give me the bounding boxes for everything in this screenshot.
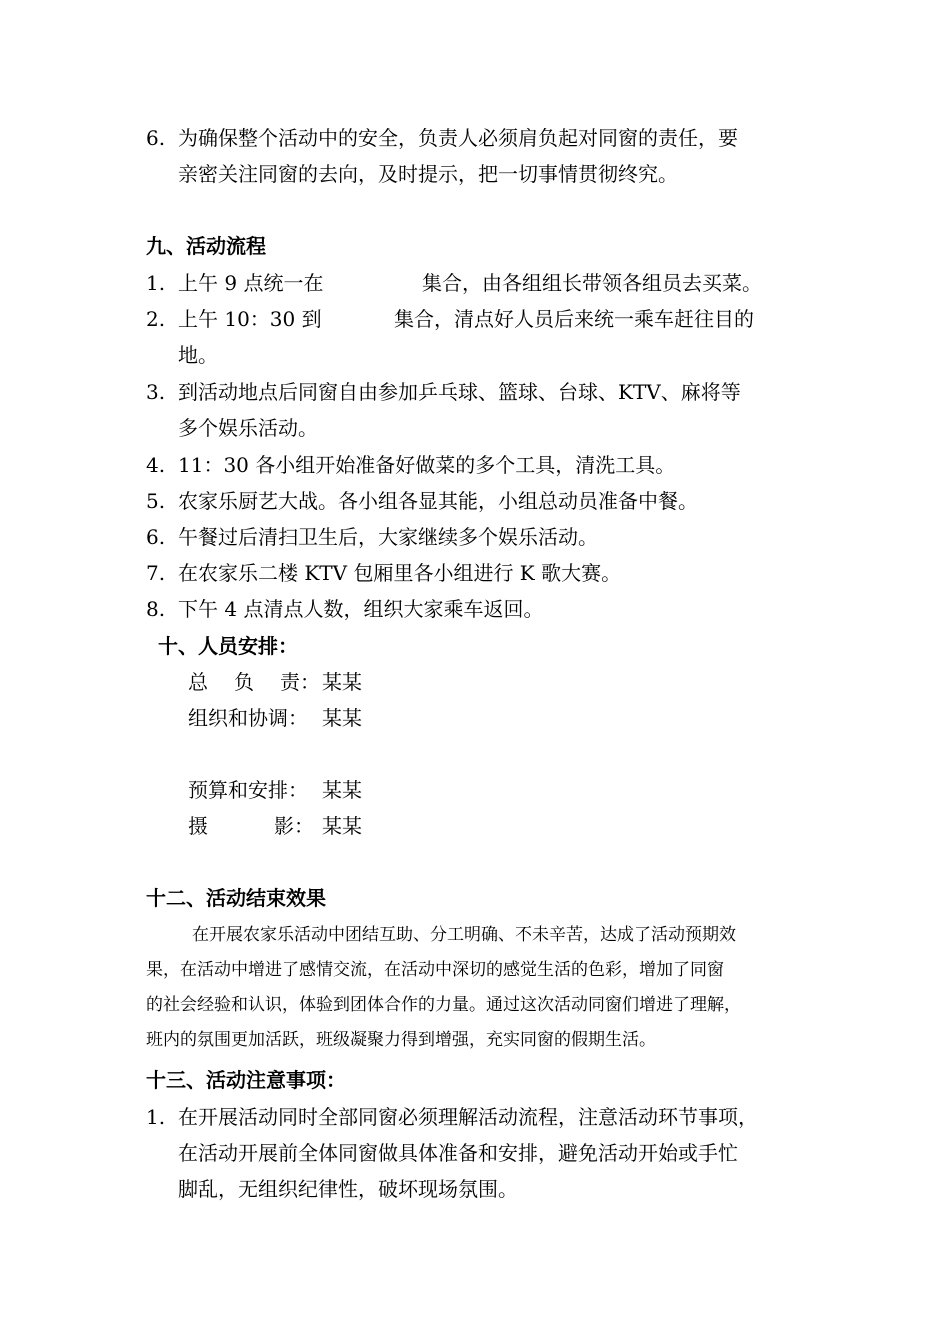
item-number: 6. xyxy=(146,126,166,150)
list-item-text: 在开展活动同时全部同窗必须理解活动流程，注意活动环节事项， xyxy=(178,1105,758,1129)
list-item-number: 5. xyxy=(146,489,166,513)
paragraph-line: 在开展农家乐活动中团结互助、分工明确、不未辛苦，达成了活动预期效 xyxy=(192,925,736,945)
role-value: 某某 xyxy=(322,670,362,694)
list-item-text: 地。 xyxy=(178,343,218,367)
role-value: 某某 xyxy=(322,706,362,730)
list-item-text: 在农家乐二楼 KTV 包厢里各小组进行 K 歌大赛。 xyxy=(178,561,622,585)
list-item-number: 3. xyxy=(146,380,166,404)
section-heading: 十二、活动结束效果 xyxy=(146,886,326,910)
list-item-number: 1. xyxy=(146,1105,166,1129)
list-item-number: 8. xyxy=(146,597,166,621)
list-item-text: 多个娱乐活动。 xyxy=(178,416,318,440)
role-label: 组织和协调： xyxy=(188,706,308,730)
section-heading: 九、活动流程 xyxy=(146,234,266,258)
list-item-number: 6. xyxy=(146,525,166,549)
list-item-number: 7. xyxy=(146,561,166,585)
item-text: 亲密关注同窗的去向，及时提示，把一切事情贯彻终究。 xyxy=(178,162,678,186)
list-item-text: 上午 9 点统一在 xyxy=(178,271,324,295)
list-item-text: 下午 4 点清点人数，组织大家乘车返回。 xyxy=(178,597,544,621)
section-heading: 十、人员安排： xyxy=(158,634,298,658)
role-label: 摄 xyxy=(188,814,208,838)
list-item-text: 农家乐厨艺大战。各小组各显其能，小组总动员准备中餐。 xyxy=(178,489,698,513)
list-item-text: 11：30 各小组开始准备好做菜的多个工具，清洗工具。 xyxy=(178,453,676,477)
role-label: 负 xyxy=(234,670,254,694)
list-item-number: 1. xyxy=(146,271,166,295)
list-item-text: 集合，由各组组长带领各组员去买菜。 xyxy=(422,271,762,295)
section-heading: 十三、活动注意事项： xyxy=(146,1068,346,1092)
paragraph-line: 的社会经验和认识，体验到团体合作的力量。通过这次活动同窗们增进了理解， xyxy=(146,995,741,1015)
role-value: 某某 xyxy=(322,778,362,802)
list-item-text: 上午 10：30 到 xyxy=(178,307,322,331)
list-item-text: 到活动地点后同窗自由参加乒乓球、篮球、台球、KTV、麻将等 xyxy=(178,380,741,404)
role-label: 责： xyxy=(280,670,320,694)
role-label: 预算和安排： xyxy=(188,778,308,802)
list-item-text: 在活动开展前全体同窗做具体准备和安排，避免活动开始或手忙 xyxy=(178,1141,738,1165)
list-item-text: 脚乱，无组织纪律性，破坏现场氛围。 xyxy=(178,1177,518,1201)
list-item-text: 集合，清点好人员后来统一乘车赶往目的 xyxy=(394,307,754,331)
role-label: 总 xyxy=(188,670,208,694)
item-text: 为确保整个活动中的安全，负责人必须肩负起对同窗的责任，要 xyxy=(178,126,738,150)
role-label: 影： xyxy=(274,814,314,838)
paragraph-line: 果，在活动中增进了感情交流，在活动中深切的感觉生活的色彩，增加了同窗 xyxy=(146,960,724,980)
list-item-text: 午餐过后清扫卫生后，大家继续多个娱乐活动。 xyxy=(178,525,598,549)
list-item-number: 4. xyxy=(146,453,166,477)
paragraph-line: 班内的氛围更加活跃，班级凝聚力得到增强，充实同窗的假期生活。 xyxy=(146,1030,656,1050)
list-item-number: 2. xyxy=(146,307,166,331)
role-value: 某某 xyxy=(322,814,362,838)
